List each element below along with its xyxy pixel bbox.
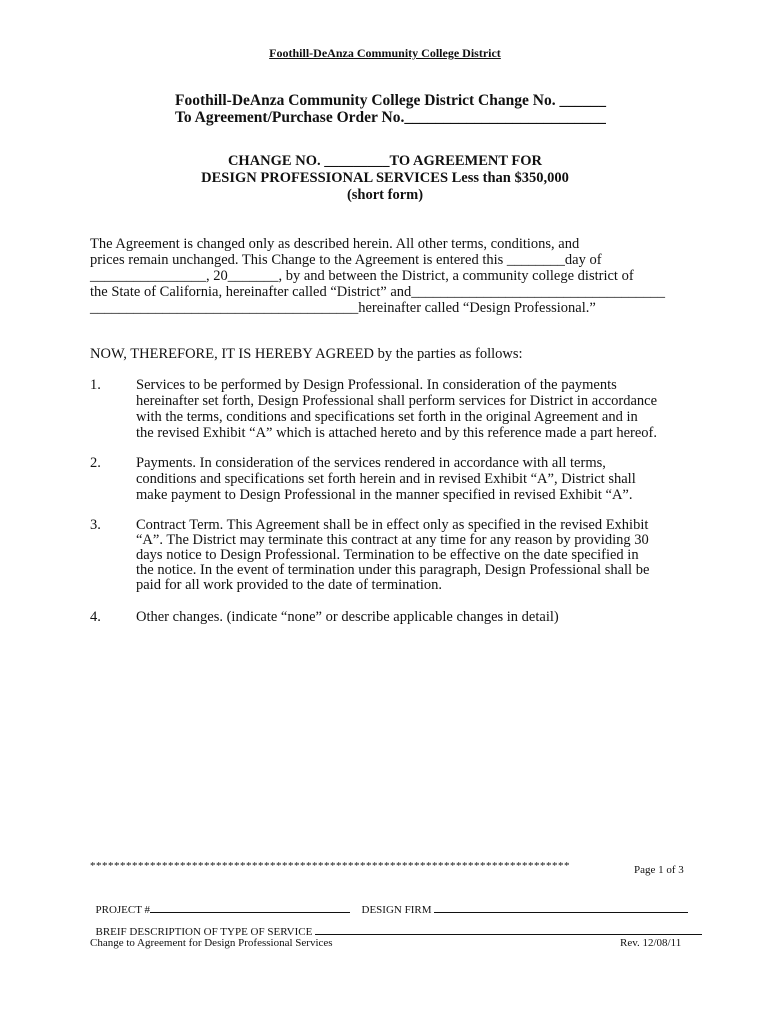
form-name: Change to Agreement for Design Professional Services (90, 937, 333, 949)
intro-line-3: ________________, 20_______, by and between the District, a community college district of (90, 268, 634, 284)
intro-line-1: The Agreement is changed only as described herein. All other terms, conditions, and (90, 236, 580, 252)
item-1-line: Services to be performed by Design Professional. In consideration of the payments (136, 377, 617, 393)
item-1-line: the revised Exhibit “A” which is attached hereto and by this reference made a part hereof. (136, 425, 657, 441)
description-field[interactable] (90, 911, 702, 938)
item-3-line: Contract Term. This Agreement shall be in effect only as specified in the revised Exhibit (136, 517, 649, 533)
intro-line-2: prices remain unchanged. This Change to the Agreement is entered this ________day of (90, 252, 602, 268)
separator-stars: ******************************************************************************** (90, 860, 570, 872)
revision-date: Rev. 12/08/11 (620, 937, 682, 949)
item-1-line: with the terms, conditions and specifications set forth in the original Agreement and in (136, 409, 638, 425)
item-3-line: paid for all work provided to the date of termination. (136, 577, 443, 593)
intro-line-5: _____________________________________hereinafter called “Design Professional.” (90, 300, 596, 316)
title-line-2: To Agreement/Purchase Order No.__________________________ (175, 109, 606, 126)
item-2-line: make payment to Design Professional in the manner specified in revised Exhibit “A”. (136, 487, 633, 503)
item-2-line: Payments. In consideration of the services rendered in accordance with all terms, (136, 455, 606, 471)
item-3-line: days notice to Design Professional. Termination to be effective on the date specified in (136, 547, 639, 563)
intro-line-4: the State of California, hereinafter called “District” and___________________________________ (90, 284, 666, 300)
item-1-line: hereinafter set forth, Design Professional shall perform services for District in accordance (136, 393, 658, 409)
page-number: Page 1 of 3 (634, 864, 684, 876)
title-line-1: Foothill-DeAnza Community College District Change No. ______ (175, 92, 606, 109)
agreed-statement: NOW, THEREFORE, IT IS HEREBY AGREED by the parties as follows: (90, 346, 523, 362)
item-3-line: the notice. In the event of termination under this paragraph, Design Professional shall be (136, 562, 650, 578)
heading-line-2: DESIGN PROFESSIONAL SERVICES Less than $350,000 (201, 170, 569, 186)
item-number: 2. (90, 455, 101, 471)
item-number: 4. (90, 609, 101, 625)
item-2-line: conditions and specifications set forth herein and in revised Exhibit “A”, District shall (136, 471, 636, 487)
document-header: Foothill-DeAnza Community College District (269, 46, 501, 60)
description-label: BREIF DESCRIPTION OF TYPE OF SERVICE (95, 926, 313, 938)
item-number: 1. (90, 377, 101, 393)
heading-line-3: (short form) (346, 187, 424, 203)
project-label: PROJECT # (95, 904, 151, 916)
design-firm-label: DESIGN FIRM (361, 904, 432, 916)
item-3-line: “A”. The District may terminate this contract at any time for any reason by providing 30 (136, 532, 649, 548)
item-number: 3. (90, 517, 101, 533)
heading-line-1: CHANGE NO. _________TO AGREEMENT FOR (227, 153, 543, 169)
item-4-line: Other changes. (indicate “none” or describe applicable changes in detail) (136, 609, 559, 625)
description-blank[interactable] (315, 923, 702, 935)
